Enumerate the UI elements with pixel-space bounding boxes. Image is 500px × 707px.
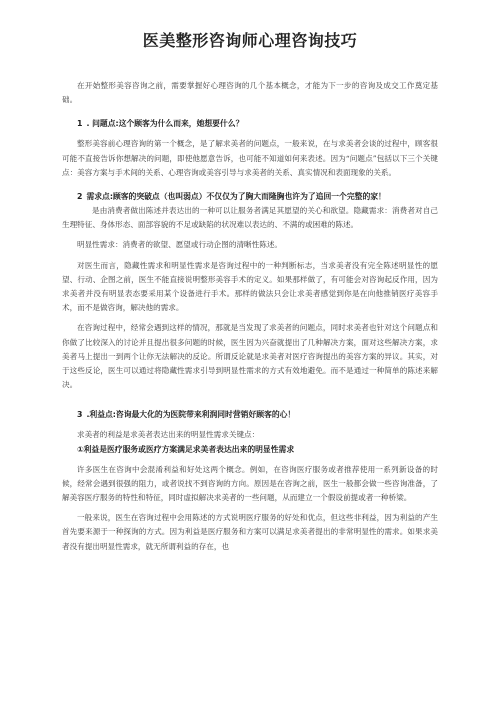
- section-1-heading: [62, 117, 438, 131]
- section-3-heading: [62, 408, 438, 422]
- section-2-paragraph-3: 对医生而言，隐藏性需求和明显性需求是咨询过程中的一种判断标志，当求美者没有完全陈述明显性的愿望、行动、企图之前，医生不能直接说明整形美容手术的定义。如果那样做了，有可能会对咨询起反作用，因为求美者并没有明显表态要采用某个设备进行手术。那样的做法只会让求美者感觉到你是在向他推销医疗美容手术，而不是做咨询，解决他的需求。: [62, 260, 438, 313]
- intro-paragraph: 在开始整形美容咨询之前，需要掌握好心理咨询的几个基本概念，才能为下一步的咨询及成交工作奠定基础。: [62, 81, 438, 105]
- section-2-paragraph-2: 明显性需求：消费者的欲望、愿望或行动企图的清晰性陈述。: [77, 240, 283, 250]
- section-2-heading: [62, 190, 438, 204]
- section-1-paragraph-1: 整形美容前心理咨询的第一个概念，是了解求美者的问题点，一般来说，在与求美者会谈的过程中，顾客很可能不直接告诉你想解决的问题，即使他愿意告诉，也可能不知道如何来表述。因为“问题点”包括以下三个关键点：美容方案与手术间的关系、心理咨询或美容引导与求美者的关系、真实情况和表面现象的关系。: [62, 139, 438, 177]
- section-2-number: 2: [77, 192, 83, 202]
- section-3-number: 3: [77, 410, 83, 420]
- section-2-paragraph-1: 是由消费者做出陈述并表达出的一种可以让服务者满足其愿望的关心和欲望。隐藏需求：消费者对自己生理特征、身体形态、面部容貌的不足或缺陷的状况难以表达的、不满的或困难的陈述。: [62, 206, 438, 230]
- section-3-sub-heading: ①利益是医疗服务或医疗方案满足求美者表达出来的明显性需求: [77, 444, 295, 454]
- section-1-heading-text: . 问题点:这个顾客为什么而来，她想要什么？: [86, 119, 244, 129]
- section-2: [62, 190, 438, 392]
- section-3-paragraph-1: 求美者的利益是求美者表达出来的明显性需求关键点：: [77, 430, 260, 440]
- section-1: [62, 117, 438, 180]
- section-3-paragraph-3: 一般来说，医生在咨询过程中会用陈述的方式说明医疗服务的好处和优点，但这些非利益，因为利益的产生首先要来源于一种探询的方式。因为利益是医疗服务和方案可以满足求美者提出的非常明显性的需求。如果求美者没有提出明显性需求，就无所谓利益的存在，也: [62, 513, 438, 551]
- section-2-paragraph-4: 在咨询过程中，经常会遇到这样的情况，那就是当发现了求美者的问题点，同时求美者也针对这个问题点和你做了比较深入的讨论并且提出很多问题的时候，医生因为兴奋就提出了几种解决方案，面对这些解决方案，求美者马上提出一到两个让你无法解决的反论。所谓反论就是求美者对医疗咨询提出的美容方案的异议。其实，对于这些反论，医生可以通过将隐藏性需求引导到明显性需求的方式有效地避免。而不是通过一种简单的陈述来解决。: [62, 323, 438, 390]
- section-3-heading-text: .利益点:咨询最大化的为医院带来利润同时营销好顾客的心！: [86, 410, 296, 420]
- page-title: 医美整形咨询师心理咨询技巧: [142, 31, 358, 50]
- section-1-number: 1: [77, 119, 83, 129]
- section-3: [62, 408, 438, 553]
- section-3-paragraph-2: 许多医生在咨询中会混淆利益和好处这两个概念。例如，在咨询医疗服务或者推荐使用一系列新设备的时候，经常会遇到很强的阻力，或者说找不到咨询的方向。原因是在咨询之前，医生一般都会做一些咨询准备，了解美容医疗服务的特性和特征，同时虚拟解决求美者的一些问题，从而建立一个假设前提或者一种桥梁。: [62, 464, 438, 503]
- section-2-heading-text: 需求点:顾客的突破点（也叫弱点）不仅仅为了胸大而隆胸也许为了追回一个完整的家！: [86, 192, 386, 202]
